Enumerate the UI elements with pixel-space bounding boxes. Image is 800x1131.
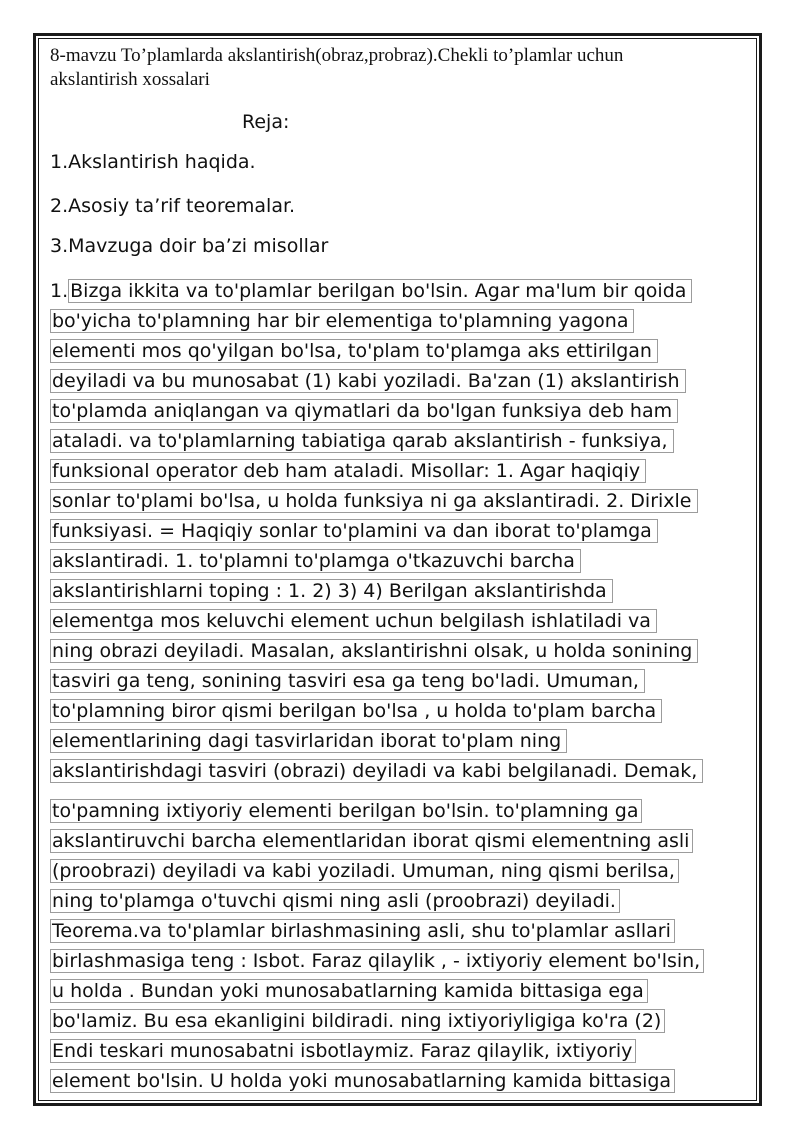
paragraph-1-text: to'plamda aniqlangan va qiymatlari da bo'lgan funksiya deb ham: [50, 399, 678, 423]
paragraph-1-text: tasviri ga teng, sonining tasviri esa ga teng bo'ladi. Umuman,: [50, 669, 645, 693]
paragraph-2-line: [50, 918, 675, 944]
paragraph-2-text: birlashmasiga teng : Isbot. Faraz qilaylik , - ixtiyoriy element bo'lsin,: [50, 949, 704, 973]
paragraph-1-text: bo'yicha to'plamning har bir elementiga to'plamning yagona: [50, 309, 634, 333]
title-line-2: akslantirish xossalari: [50, 69, 210, 90]
paragraph-2-text: bo'lamiz. Bu esa ekanligini bildiradi. ning ixtiyoriyligiga ko'ra (2): [50, 1009, 665, 1033]
paragraph-2-text: (proobrazi) deyiladi va kabi yoziladi. Umuman, ning qismi berilsa,: [50, 859, 679, 883]
paragraph-1-text: to'plamning biror qismi berilgan bo'lsa , u holda to'plam barcha: [50, 699, 662, 723]
document-title: [50, 44, 750, 92]
paragraph-1-text: akslantirishdagi tasviri (obrazi) deyiladi va kabi belgilanadi. Demak,: [50, 759, 703, 783]
paragraph-2-text: akslantiruvchi barcha elementlaridan iborat qismi elementning asli: [50, 829, 693, 853]
paragraph-2-line: [50, 858, 679, 884]
plan-item-3: 3.Mavzuga doir ba’zi misollar: [50, 235, 329, 257]
paragraph-1-text: ataladi. va to'plamlarning tabiatiga qarab akslantirish - funksiya,: [50, 429, 674, 453]
paragraph-2-text: to'pamning ixtiyoriy elementi berilgan bo'lsin. to'plamning ga: [50, 799, 642, 823]
paragraph-1-text: elementga mos keluvchi element uchun belgilash ishlatiladi va: [50, 609, 657, 633]
paragraph-1-line: [50, 278, 692, 304]
paragraph-2-text: ning to'plamga o'tuvchi qismi ning asli (proobrazi) deyiladi.: [50, 889, 620, 913]
paragraph-2-line: [50, 798, 642, 824]
paragraph-1-line: [50, 698, 662, 724]
paragraph-2-text: Endi teskari munosabatni isbotlaymiz. Faraz qilaylik, ixtiyoriy: [50, 1039, 636, 1063]
plan-item-1: 1.Akslantirish haqida.: [50, 151, 256, 173]
paragraph-1-line: [50, 368, 686, 394]
paragraph-2-text: Teorema.va to'plamlar birlashmasining asli, shu to'plamlar asllari: [50, 919, 675, 943]
paragraph-2-text: element bo'lsin. U holda yoki munosabatlarning kamida bittasiga: [50, 1069, 675, 1093]
paragraph-2-line: [50, 1038, 636, 1064]
paragraph-1-line: [50, 608, 657, 634]
plan-item-2: 2.Asosiy ta’rif teoremalar.: [50, 195, 296, 217]
paragraph-1-line: [50, 488, 698, 514]
paragraph-1-text: funksiyasi. = Haqiqiy sonlar to'plamini va dan iborat to'plamga: [50, 519, 658, 543]
paragraph-1-line: [50, 458, 646, 484]
paragraph-1-line: [50, 758, 703, 784]
paragraph-1-line: [50, 668, 645, 694]
paragraph-1-line: [50, 428, 674, 454]
paragraph-1-line: [50, 338, 658, 364]
paragraph-1-text: funksional operator deb ham ataladi. Misollar: 1. Agar haqiqiy: [50, 459, 646, 483]
paragraph-1-text: elementlarining dagi tasvirlaridan iborat to'plam ning: [50, 729, 567, 753]
paragraph-1-text: elementi mos qo'yilgan bo'lsa, to'plam to'plamga aks ettirilgan: [50, 339, 658, 363]
paragraph-2-line: [50, 1008, 665, 1034]
paragraph-1-text: deyiladi va bu munosabat (1) kabi yoziladi. Ba'zan (1) akslantirish: [50, 369, 686, 393]
paragraph-2-text: u holda . Bundan yoki munosabatlarning kamida bittasiga ega: [50, 979, 648, 1003]
title-line-1: 8-mavzu To’plamlarda akslantirish(obraz,probraz).Chekli to’plamlar uchun: [50, 45, 624, 66]
paragraph-2-line: [50, 978, 648, 1004]
paragraph-1-line: [50, 578, 613, 604]
plan-heading: Reja:: [242, 111, 290, 133]
paragraph-1-line: [50, 398, 678, 424]
paragraph-2-line: [50, 828, 693, 854]
paragraph-1-text: ning obrazi deyiladi. Masalan, akslantirishni olsak, u holda sonining: [50, 639, 698, 663]
paragraph-1-prefix: 1.: [50, 280, 69, 302]
paragraph-1-text: akslantiradi. 1. to'plamni to'plamga o'tkazuvchi barcha: [50, 549, 581, 573]
paragraph-1-line: [50, 728, 567, 754]
paragraph-1-line: [50, 518, 658, 544]
paragraph-1-text: sonlar to'plami bo'lsa, u holda funksiya ni ga akslantiradi. 2. Dirixle: [50, 489, 698, 513]
paragraph-1-text: akslantirishlarni toping : 1. 2) 3) 4) Berilgan akslantirishda: [50, 579, 613, 603]
paragraph-2-line: [50, 1068, 675, 1094]
paragraph-1-line: [50, 548, 581, 574]
paragraph-1-line: [50, 308, 634, 334]
paragraph-2-line: [50, 948, 704, 974]
paragraph-1-text: Bizga ikkita va to'plamlar berilgan bo'lsin. Agar ma'lum bir qoida: [68, 279, 692, 303]
paragraph-2-line: [50, 888, 620, 914]
paragraph-1-line: [50, 638, 698, 664]
